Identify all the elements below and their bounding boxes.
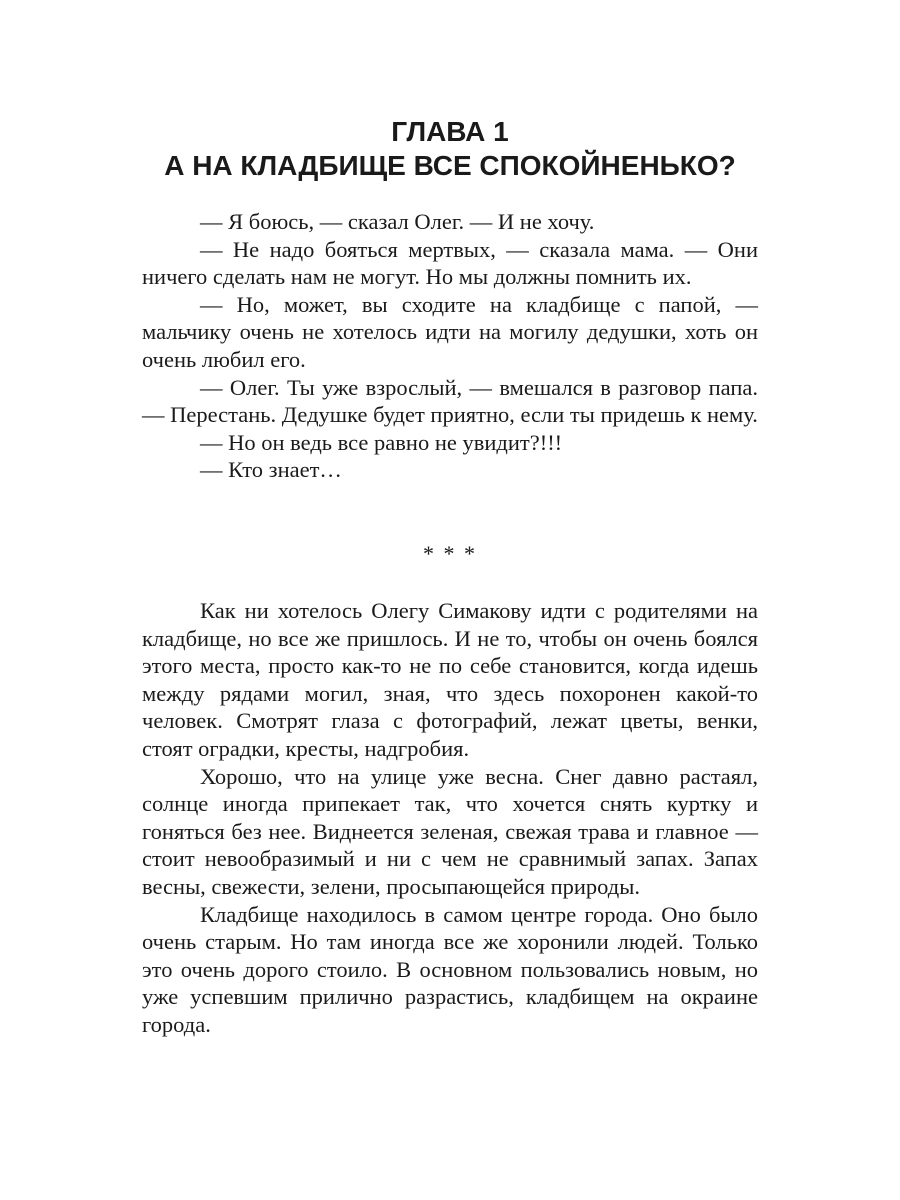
dialogue-paragraph: — Кто знает… bbox=[200, 457, 342, 483]
dialogue-paragraph: — Я боюсь, — сказал Олег. — И не хочу. bbox=[200, 209, 595, 234]
dialogue-paragraph: — Но, может, вы сходите на кладбище с папой, — мальчику очень не хотелось идти на могилу дедушки, хоть он очень любил его. bbox=[142, 291, 758, 372]
narrative-block bbox=[142, 597, 758, 1039]
chapter-title: А НА КЛАДБИЩЕ ВСЕ СПОКОЙНЕНЬКО? bbox=[164, 150, 736, 181]
dialogue-paragraph: — Но он ведь все равно не увидит?!!! bbox=[200, 429, 563, 455]
dialogue-block bbox=[142, 208, 758, 484]
narrative-paragraph: Как ни хотелось Олегу Симакову идти с родителями на кладбище, но все же пришлось. И не то, чтобы он очень боялся этого места, просто как-то не по себе становится, когда идешь между рядами могил, зная, что здесь похоронен какой-то человек. Смотрят глаза с фотографий, лежат цветы, венки, стоят оградки, кресты, надгробия. bbox=[142, 598, 758, 761]
narrative-paragraph: Кладбище находилось в самом центре города. Оно было очень старым. Но там иногда все же хоронили людей. Только это очень дорого стоило. В основном пользовались новым, но уже успевшим прилично разрастись, кладбищем на окраине города. bbox=[142, 901, 758, 1037]
chapter-number: ГЛАВА 1 bbox=[391, 116, 509, 147]
section-separator: * * * bbox=[423, 541, 477, 566]
dialogue-paragraph: — Не надо бояться мертвых, — сказала мама. — Они ничего сделать нам не могут. Но мы должны помнить их. bbox=[142, 236, 758, 290]
dialogue-paragraph: — Олег. Ты уже взрослый, — вмешался в разговор папа. — Перестань. Дедушке будет приятно, если ты придешь к нему. bbox=[142, 374, 758, 428]
narrative-paragraph: Хорошо, что на улице уже весна. Снег давно растаял, солнце иногда припекает так, что хочется снять куртку и гоняться без нее. Виднеется зеленая, свежая трава и главное — стоит невообразимый и ни с чем не сравнимый запах. Запах весны, свежести, зелени, просыпающейся природы. bbox=[142, 763, 758, 899]
